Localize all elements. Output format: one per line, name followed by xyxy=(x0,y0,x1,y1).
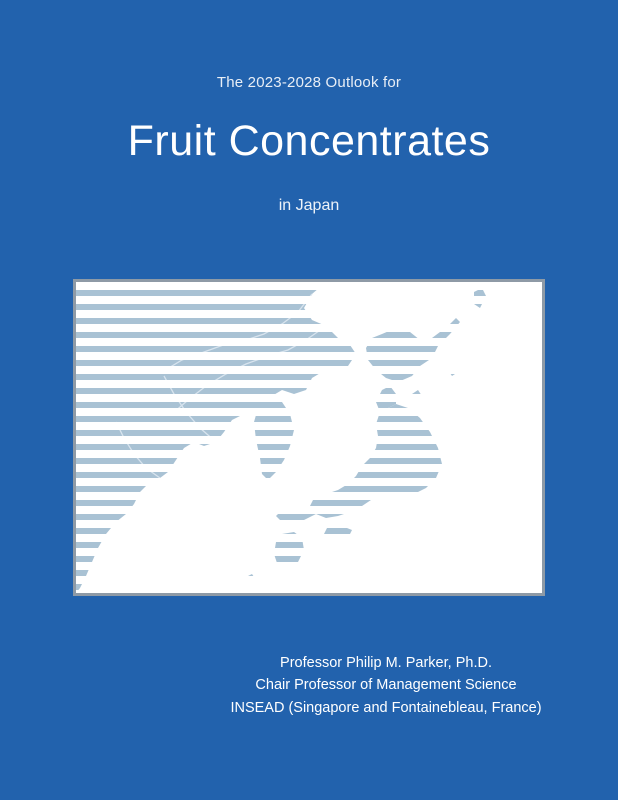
map-frame xyxy=(73,279,545,596)
page-title: Fruit Concentrates xyxy=(127,117,491,165)
cover-subtitle-region: in Japan xyxy=(278,197,340,215)
cover-subtitle-top: The 2023-2028 Outlook for xyxy=(216,74,402,91)
author-block xyxy=(226,652,546,719)
japan-map-icon xyxy=(76,282,542,593)
map-illustration xyxy=(76,282,542,593)
author-affiliation: INSEAD (Singapore and Fontainebleau, France) xyxy=(230,699,542,716)
author-title: Chair Professor of Management Science xyxy=(255,677,517,694)
author-name: Professor Philip M. Parker, Ph.D. xyxy=(280,655,492,671)
